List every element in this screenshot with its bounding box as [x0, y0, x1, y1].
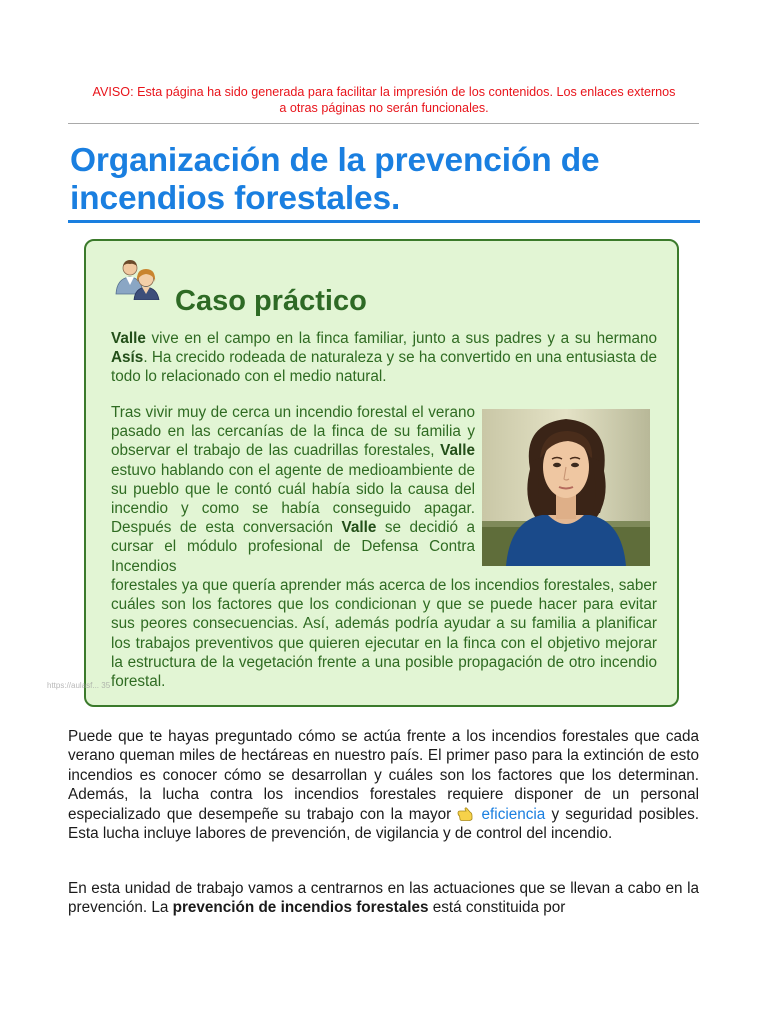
print-notice [68, 84, 700, 116]
case-text: estuvo hablando con el agente de medioambiente de su pueblo que le contó cuál había sido la causa del incendio y como se había conseguido apagar. Después de esta conversación [111, 461, 475, 537]
case-text: vive en el campo en la finca familiar, junto a sus padres y a su hermano [145, 330, 657, 347]
case-text: Tras vivir muy de cerca un incendio forestal el verano pasado en las cercanías de la finca de su familia y observar el trabajo de las cuadrillas forestales, [111, 404, 475, 460]
body-text: está constituida por [428, 899, 566, 917]
student-photo [482, 409, 650, 566]
body-text: En esta unidad de trabajo vamos a centrarnos en las actuaciones que se llevan a cabo en la prevención. La [68, 880, 699, 917]
print-notice-line2: a otras páginas no serán funcionales. [279, 101, 489, 115]
page-title [70, 142, 700, 218]
title-divider [68, 220, 700, 223]
case-paragraph-1 [111, 329, 657, 387]
case-paragraph-2-continued: forestales ya que quería aprender más acerca de los incendios forestales, saber cuáles son los factores que los condicionan y que se puede hacer para evitar sus peores consecuencias. Así, además podría ayudar a su familia a planificar los trabajos preventivos que quieren ejecutar en la finca con el objetivo mejorar la estructura de la vegetación frente a una posible propagación de otro incendio forestal. [111, 577, 657, 691]
print-notice-line1: AVISO: Esta página ha sido generada para facilitar la impresión de los contenidos. Los enlaces externos [92, 85, 676, 99]
case-text: . Ha crecido rodeada de naturaleza y se ha convertido en una entusiasta de todo lo relacionado con el medio natural. [111, 349, 657, 386]
people-icon [113, 258, 163, 300]
case-name-valle: Valle [341, 519, 377, 537]
efficiency-link[interactable] [457, 806, 545, 823]
efficiency-link-text[interactable]: eficiencia [481, 805, 546, 823]
case-name-asis: Asís [111, 349, 144, 367]
case-paragraph-2 [111, 403, 475, 576]
notice-divider [68, 123, 699, 124]
case-name-valle: Valle [440, 442, 475, 460]
url-overlay: https://aulasf... 35 [47, 681, 111, 690]
case-study-heading: Caso práctico [175, 285, 367, 317]
case-name-valle: Valle [111, 330, 146, 347]
body-text: Puede que te hayas preguntado cómo se actúa frente a los incendios forestales que cada verano queman miles de hectáreas en nuestro país. El primer paso para la extinción de esto incendios es conocer cómo se desarrollan y cuáles son los factores que los determinan. Además, la lucha contra los incendios forestales requiere disponer de un personal especializado que desempeñe su trabajo con la mayor [68, 728, 699, 823]
body-paragraph-1 [68, 727, 699, 843]
body-paragraph-2 [68, 879, 699, 918]
hand-pointer-icon [457, 807, 475, 821]
body-text: y seguridad posibles. Esta lucha incluye labores de prevención, de vigilancia y de control del incendio. [68, 805, 699, 843]
page-title-line1: Organización de la prevención de [70, 142, 600, 179]
page-title-line2: incendios forestales. [70, 180, 401, 217]
body-bold-term: prevención de incendios forestales [172, 899, 429, 917]
case-text: se decidió a cursar el módulo profesional de Defensa Contra Incendios [111, 519, 476, 575]
